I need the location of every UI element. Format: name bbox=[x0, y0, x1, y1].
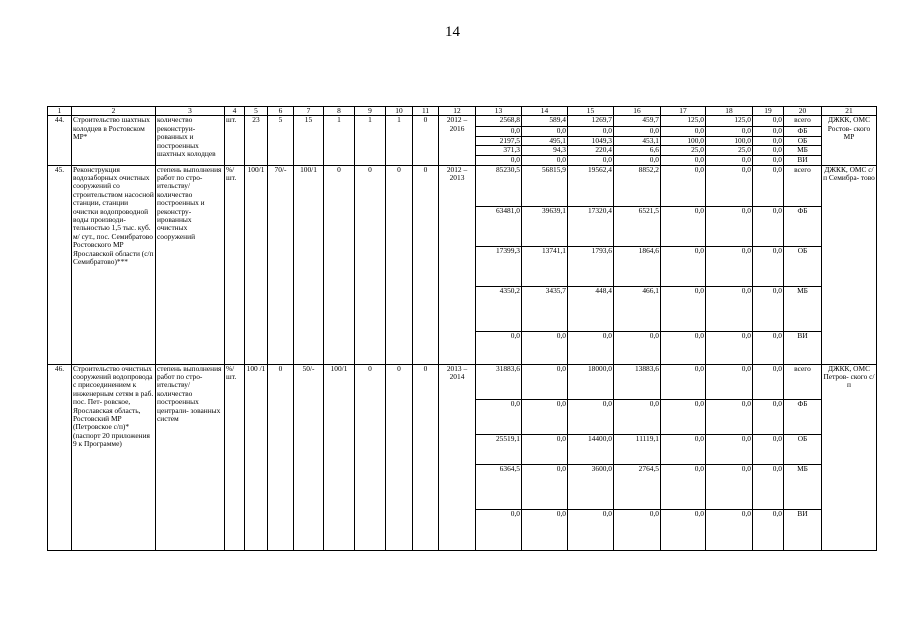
finance-source: ВИ bbox=[784, 331, 822, 364]
finance-amount: 0,0 bbox=[614, 127, 661, 136]
finance-amount: 6,6 bbox=[614, 146, 661, 155]
finance-amount: 0,0 bbox=[706, 155, 753, 165]
finance-amount: 0,0 bbox=[661, 155, 706, 165]
program-measures-table bbox=[47, 106, 877, 551]
column-number: 3 bbox=[156, 107, 225, 116]
indicator-value: 1 bbox=[386, 116, 413, 165]
indicator-value: 100/1 bbox=[324, 364, 355, 550]
measure-unit: %/ шт. bbox=[225, 364, 245, 550]
finance-amount: 0,0 bbox=[753, 155, 784, 165]
finance-amount: 0,0 bbox=[753, 434, 784, 464]
finance-amount: 17320,4 bbox=[568, 206, 614, 246]
indicator-value: 0 bbox=[386, 165, 413, 364]
finance-source: всего bbox=[784, 364, 822, 399]
finance-amount: 448,4 bbox=[568, 286, 614, 331]
finance-amount: 0,0 bbox=[753, 136, 784, 145]
measure-executor: ДЖКК, ОМС Петров- ского с/п bbox=[822, 364, 877, 550]
measure-number: 44. bbox=[48, 116, 72, 165]
measure-row bbox=[48, 116, 877, 127]
column-number: 20 bbox=[784, 107, 822, 116]
finance-amount: 14400,0 bbox=[568, 434, 614, 464]
finance-amount: 0,0 bbox=[661, 246, 706, 286]
finance-amount: 0,0 bbox=[568, 127, 614, 136]
finance-amount: 0,0 bbox=[614, 509, 661, 550]
finance-amount: 0,0 bbox=[753, 399, 784, 434]
finance-source: всего bbox=[784, 165, 822, 206]
column-number: 1 bbox=[48, 107, 72, 116]
indicator-value: 0 bbox=[413, 165, 439, 364]
finance-amount: 453,1 bbox=[614, 136, 661, 145]
finance-amount: 0,0 bbox=[661, 464, 706, 509]
finance-amount: 0,0 bbox=[476, 155, 522, 165]
finance-amount: 25,0 bbox=[661, 146, 706, 155]
finance-amount: 6521,5 bbox=[614, 206, 661, 246]
indicator-value: 0 bbox=[413, 364, 439, 550]
column-number: 9 bbox=[355, 107, 386, 116]
finance-amount: 0,0 bbox=[568, 399, 614, 434]
finance-amount: 589,4 bbox=[522, 116, 568, 127]
finance-amount: 495,1 bbox=[522, 136, 568, 145]
implementation-period: 2012 – 2016 bbox=[439, 116, 476, 165]
finance-amount: 0,0 bbox=[753, 464, 784, 509]
finance-amount: 1269,7 bbox=[568, 116, 614, 127]
finance-source: ОБ bbox=[784, 434, 822, 464]
measure-executor: ДЖКК, ОМС Ростов- ского МР bbox=[822, 116, 877, 165]
finance-amount: 0,0 bbox=[568, 509, 614, 550]
finance-amount: 0,0 bbox=[614, 399, 661, 434]
column-number: 5 bbox=[245, 107, 268, 116]
measure-name: Строительство очистных сооружений водопровода с присоединением к инженерным сетям в раб. пос. Пет- ровское, Ярославская область, Ростовский МР (Петровское с/п)* (паспорт 20 приложения 9 к Программе) bbox=[72, 364, 156, 550]
column-number: 6 bbox=[268, 107, 294, 116]
finance-amount: 0,0 bbox=[706, 331, 753, 364]
finance-amount: 1793,6 bbox=[568, 246, 614, 286]
finance-source: ВИ bbox=[784, 155, 822, 165]
finance-amount: 94,3 bbox=[522, 146, 568, 155]
finance-amount: 0,0 bbox=[661, 364, 706, 399]
finance-amount: 0,0 bbox=[753, 509, 784, 550]
measure-executor: ДЖКК, ОМС с/п Семибра- тово bbox=[822, 165, 877, 364]
indicator-value: 0 bbox=[413, 116, 439, 165]
column-number: 8 bbox=[324, 107, 355, 116]
column-number: 7 bbox=[294, 107, 324, 116]
indicator-value: 70/- bbox=[268, 165, 294, 364]
indicator-value: 1 bbox=[324, 116, 355, 165]
finance-amount: 0,0 bbox=[568, 155, 614, 165]
finance-amount: 0,0 bbox=[753, 165, 784, 206]
column-number: 13 bbox=[476, 107, 522, 116]
column-number: 10 bbox=[386, 107, 413, 116]
finance-amount: 3435,7 bbox=[522, 286, 568, 331]
finance-source: ФБ bbox=[784, 399, 822, 434]
finance-amount: 125,0 bbox=[706, 116, 753, 127]
finance-amount: 2197,5 bbox=[476, 136, 522, 145]
finance-amount: 1049,3 bbox=[568, 136, 614, 145]
finance-amount: 0,0 bbox=[661, 127, 706, 136]
finance-amount: 13883,6 bbox=[614, 364, 661, 399]
finance-amount: 0,0 bbox=[476, 127, 522, 136]
column-number: 11 bbox=[413, 107, 439, 116]
finance-amount: 0,0 bbox=[661, 509, 706, 550]
finance-amount: 17399,3 bbox=[476, 246, 522, 286]
finance-amount: 220,4 bbox=[568, 146, 614, 155]
measure-row bbox=[48, 165, 877, 206]
finance-source: МБ bbox=[784, 286, 822, 331]
column-number: 19 bbox=[753, 107, 784, 116]
finance-amount: 0,0 bbox=[706, 509, 753, 550]
indicator-value: 100/1 bbox=[294, 165, 324, 364]
finance-amount: 0,0 bbox=[753, 127, 784, 136]
finance-amount: 371,3 bbox=[476, 146, 522, 155]
finance-amount: 466,1 bbox=[614, 286, 661, 331]
finance-amount: 4350,2 bbox=[476, 286, 522, 331]
finance-amount: 0,0 bbox=[706, 206, 753, 246]
finance-amount: 0,0 bbox=[706, 246, 753, 286]
finance-amount: 31883,6 bbox=[476, 364, 522, 399]
finance-amount: 0,0 bbox=[661, 286, 706, 331]
measure-unit: %/ шт. bbox=[225, 165, 245, 364]
column-number: 2 bbox=[72, 107, 156, 116]
finance-amount: 0,0 bbox=[753, 331, 784, 364]
finance-amount: 25519,1 bbox=[476, 434, 522, 464]
finance-amount: 0,0 bbox=[706, 434, 753, 464]
column-number: 17 bbox=[661, 107, 706, 116]
finance-source: ФБ bbox=[784, 206, 822, 246]
measure-name: Реконструкция водозаборных очистных сооружений со строительством насосной станции, станции очистки водопроводной воды производи- тельностью 1,5 тыс. куб. м/ сут., пос. Семибратово Ростовского МР Ярославской области (с/п Семибратово)*** bbox=[72, 165, 156, 364]
finance-source: ВИ bbox=[784, 509, 822, 550]
finance-amount: 0,0 bbox=[706, 399, 753, 434]
page-number: 14 bbox=[445, 24, 460, 40]
finance-amount: 0,0 bbox=[753, 364, 784, 399]
finance-amount: 0,0 bbox=[706, 127, 753, 136]
finance-amount: 0,0 bbox=[476, 399, 522, 434]
measure-number: 46. bbox=[48, 364, 72, 550]
indicator-value: 0 bbox=[355, 165, 386, 364]
finance-amount: 18000,0 bbox=[568, 364, 614, 399]
finance-amount: 0,0 bbox=[706, 165, 753, 206]
column-number: 12 bbox=[439, 107, 476, 116]
indicator-value: 0 bbox=[324, 165, 355, 364]
finance-amount: 0,0 bbox=[568, 331, 614, 364]
finance-amount: 0,0 bbox=[522, 155, 568, 165]
indicator-value: 0 bbox=[268, 364, 294, 550]
finance-source: МБ bbox=[784, 146, 822, 155]
finance-amount: 0,0 bbox=[614, 155, 661, 165]
finance-amount: 0,0 bbox=[753, 246, 784, 286]
finance-source: МБ bbox=[784, 464, 822, 509]
finance-amount: 0,0 bbox=[661, 399, 706, 434]
finance-amount: 0,0 bbox=[522, 464, 568, 509]
finance-amount: 0,0 bbox=[661, 206, 706, 246]
measure-indicator: количество реконструи- рованных и построенных шахтных колодцев bbox=[156, 116, 225, 165]
finance-amount: 0,0 bbox=[476, 509, 522, 550]
indicator-value: 50/- bbox=[294, 364, 324, 550]
finance-amount: 100,0 bbox=[706, 136, 753, 145]
indicator-value: 15 bbox=[294, 116, 324, 165]
measure-name: Строительство шахтных колодцев в Ростовском МР* bbox=[72, 116, 156, 165]
finance-amount: 0,0 bbox=[706, 286, 753, 331]
finance-amount: 459,7 bbox=[614, 116, 661, 127]
finance-amount: 8852,2 bbox=[614, 165, 661, 206]
measure-indicator: степень выполнения работ по стро- ительству/ количество построенных и реконстру- ированных очистных сооружений bbox=[156, 165, 225, 364]
measure-unit: шт. bbox=[225, 116, 245, 165]
finance-source: ОБ bbox=[784, 136, 822, 145]
finance-amount: 56815,9 bbox=[522, 165, 568, 206]
finance-amount: 0,0 bbox=[661, 331, 706, 364]
indicator-value: 23 bbox=[245, 116, 268, 165]
finance-amount: 0,0 bbox=[753, 146, 784, 155]
finance-source: ОБ bbox=[784, 246, 822, 286]
column-number: 18 bbox=[706, 107, 753, 116]
finance-source: всего bbox=[784, 116, 822, 127]
column-number: 15 bbox=[568, 107, 614, 116]
indicator-value: 0 bbox=[355, 364, 386, 550]
finance-amount: 6364,5 bbox=[476, 464, 522, 509]
finance-amount: 0,0 bbox=[522, 331, 568, 364]
finance-amount: 63481,0 bbox=[476, 206, 522, 246]
indicator-value: 100/1 bbox=[245, 165, 268, 364]
finance-amount: 125,0 bbox=[661, 116, 706, 127]
finance-amount: 0,0 bbox=[706, 464, 753, 509]
measure-indicator: степень выполнения работ по стро- ительству/ количество построенных централи- зованных систем bbox=[156, 364, 225, 550]
finance-amount: 0,0 bbox=[522, 364, 568, 399]
measure-row bbox=[48, 364, 877, 399]
finance-amount: 25,0 bbox=[706, 146, 753, 155]
finance-amount: 0,0 bbox=[522, 399, 568, 434]
finance-amount: 2764,5 bbox=[614, 464, 661, 509]
indicator-value: 100 /1 bbox=[245, 364, 268, 550]
column-number-row bbox=[48, 107, 877, 116]
implementation-period: 2013 – 2014 bbox=[439, 364, 476, 550]
finance-amount: 11119,1 bbox=[614, 434, 661, 464]
finance-amount: 0,0 bbox=[753, 286, 784, 331]
indicator-value: 0 bbox=[386, 364, 413, 550]
finance-amount: 3600,0 bbox=[568, 464, 614, 509]
finance-amount: 19562,4 bbox=[568, 165, 614, 206]
finance-source: ФБ bbox=[784, 127, 822, 136]
indicator-value: 5 bbox=[268, 116, 294, 165]
finance-amount: 0,0 bbox=[522, 434, 568, 464]
finance-amount: 0,0 bbox=[476, 331, 522, 364]
finance-amount: 0,0 bbox=[661, 434, 706, 464]
finance-amount: 85230,5 bbox=[476, 165, 522, 206]
column-number: 21 bbox=[822, 107, 877, 116]
finance-amount: 0,0 bbox=[614, 331, 661, 364]
indicator-value: 1 bbox=[355, 116, 386, 165]
finance-amount: 0,0 bbox=[661, 165, 706, 206]
finance-amount: 2568,8 bbox=[476, 116, 522, 127]
finance-amount: 0,0 bbox=[753, 116, 784, 127]
implementation-period: 2012 – 2013 bbox=[439, 165, 476, 364]
finance-amount: 0,0 bbox=[706, 364, 753, 399]
finance-amount: 1864,6 bbox=[614, 246, 661, 286]
finance-amount: 0,0 bbox=[522, 127, 568, 136]
column-number: 16 bbox=[614, 107, 661, 116]
finance-amount: 0,0 bbox=[753, 206, 784, 246]
column-number: 14 bbox=[522, 107, 568, 116]
finance-amount: 39639,1 bbox=[522, 206, 568, 246]
measure-number: 45. bbox=[48, 165, 72, 364]
finance-amount: 13741,1 bbox=[522, 246, 568, 286]
column-number: 4 bbox=[225, 107, 245, 116]
finance-amount: 0,0 bbox=[522, 509, 568, 550]
finance-amount: 100,0 bbox=[661, 136, 706, 145]
